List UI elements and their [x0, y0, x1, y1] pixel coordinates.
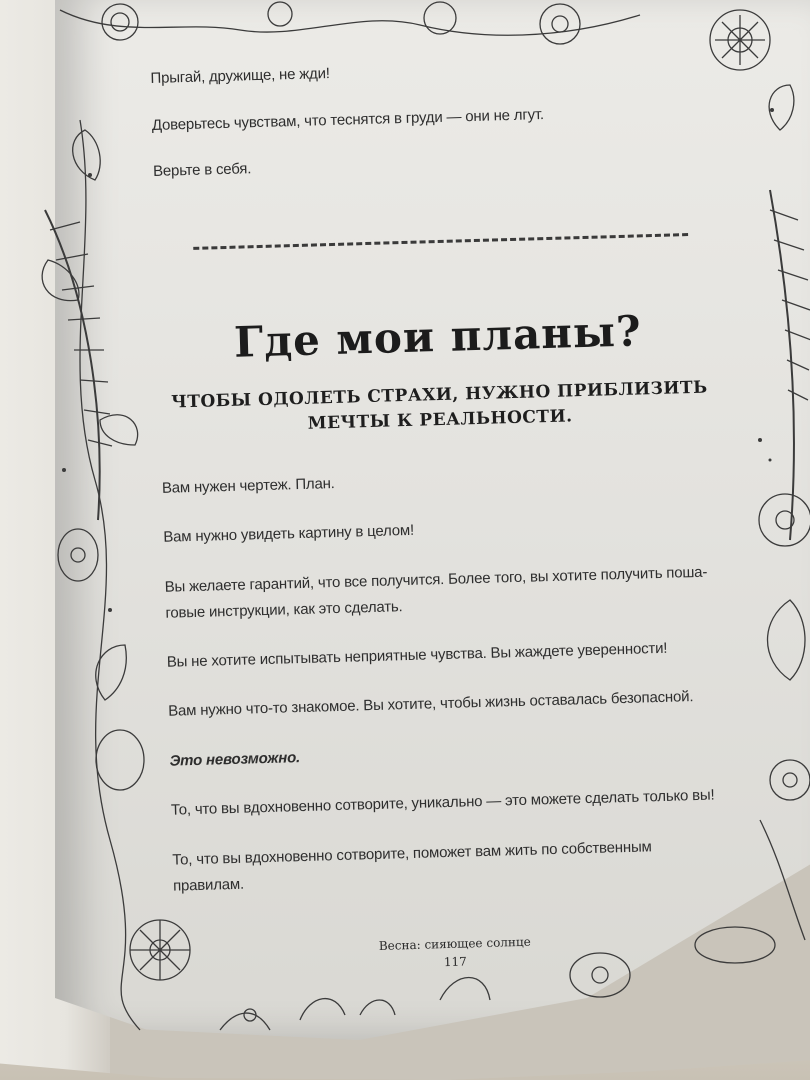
body-line: Вам нужно увидеть картину в целом! — [163, 521, 415, 546]
body-line: говые инструкции, как это сделать. — [165, 598, 403, 622]
text-line: Доверьтесь чувствам, что теснятся в груди — они не лгут. — [151, 106, 545, 134]
subheading-line: ЧТОБЫ ОДОЛЕТЬ СТРАХИ, НУЖНО ПРИБЛИЗИТЬ — [171, 377, 708, 413]
running-footer: Весна: сияющее солнце — [378, 934, 531, 953]
body-line: Вы желаете гарантий, что все получится. Более того, вы хотите получить поша- — [164, 563, 708, 596]
text-line: Верьте в себя. — [152, 160, 252, 180]
page-number: 117 — [443, 954, 467, 970]
body-line: То, что вы вдохновенно сотворите, уникально — это можете сделать только вы! — [170, 786, 715, 819]
emphasis-line: Это невозможно. — [169, 749, 301, 770]
body-line: Вам нужен чертеж. План. — [161, 475, 335, 497]
chapter-heading: Где мои планы? — [233, 306, 643, 367]
page-content — [150, 44, 745, 980]
subheading-line: МЕЧТЫ К РЕАЛЬНОСТИ. — [307, 406, 573, 434]
dashed-divider — [193, 233, 688, 250]
body-line: То, что вы вдохновенно сотворите, поможет вам жить по собственным — [172, 838, 652, 869]
body-line: Вам нужно что-то знакомое. Вы хотите, чтобы жизнь оставалась безопасной. — [167, 688, 694, 720]
text-line: Прыгай, дружище, не жди! — [150, 64, 330, 87]
body-line: Вы не хотите испытывать неприятные чувства. Вы жаждете уверенности! — [166, 639, 668, 671]
body-line: правилам. — [172, 875, 245, 895]
